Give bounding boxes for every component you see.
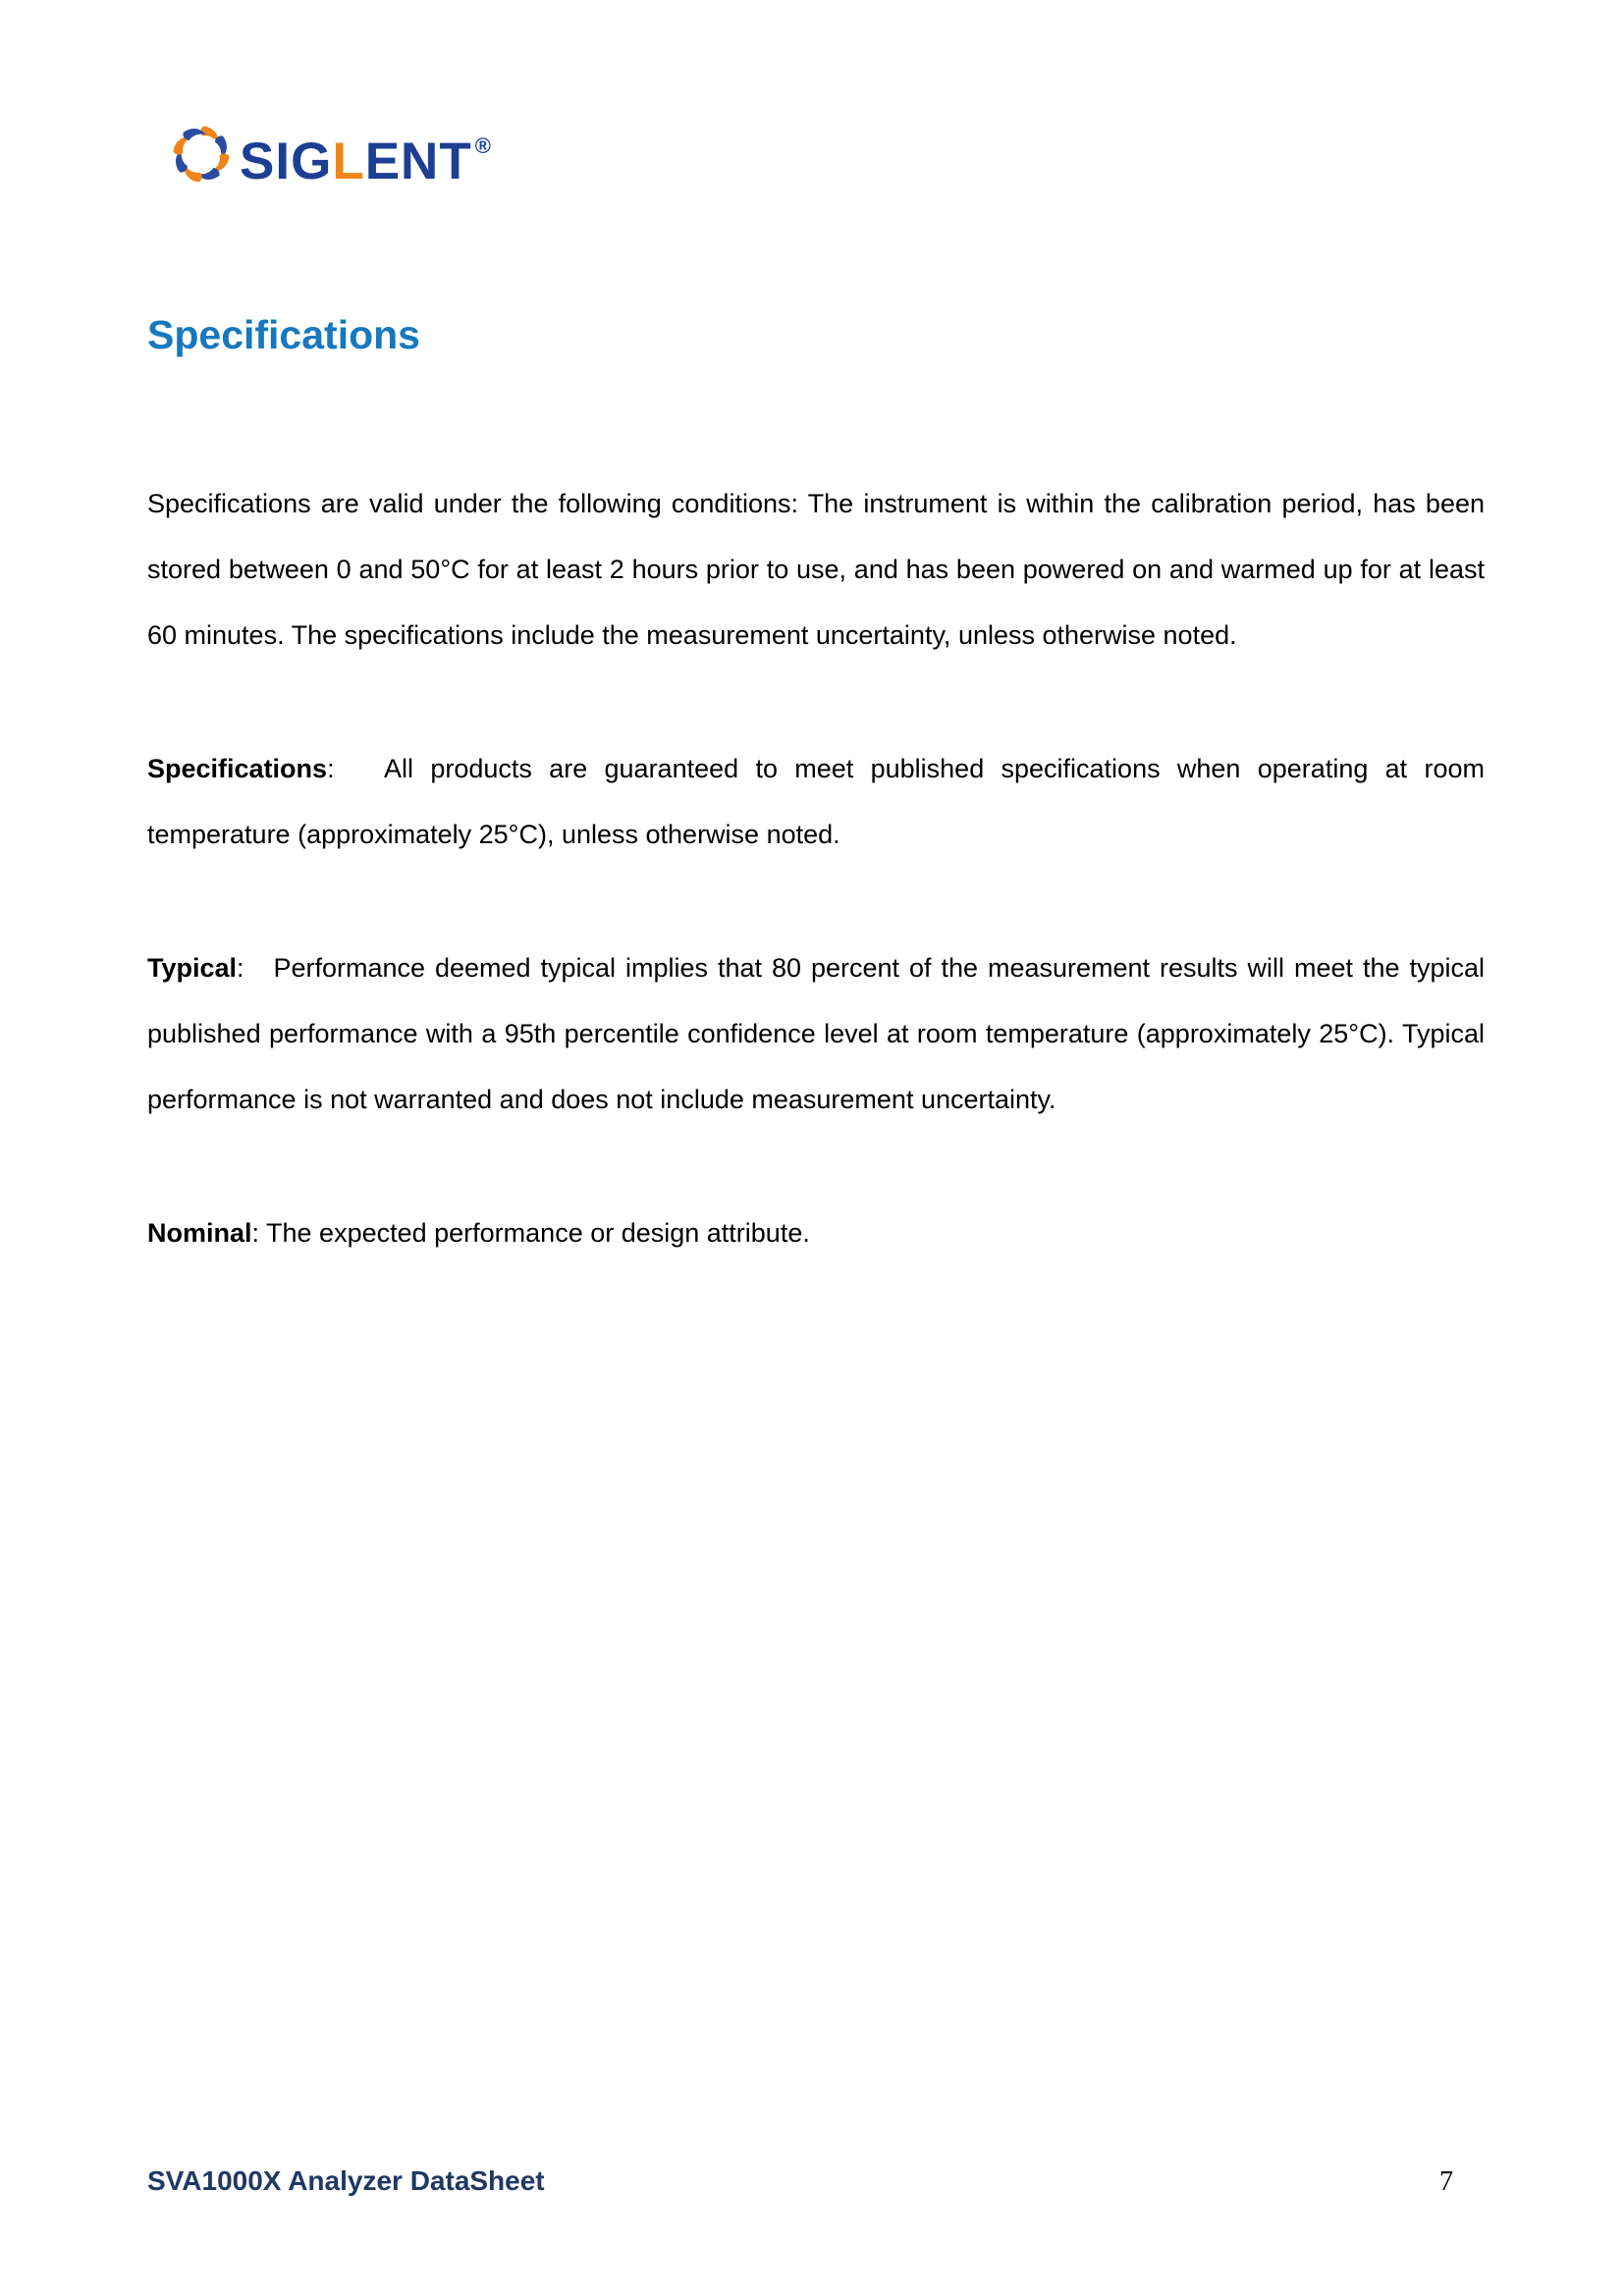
wordmark-segment: SIG bbox=[240, 133, 333, 190]
wordmark-segment-orange-l: L bbox=[332, 133, 365, 190]
paragraph-text: : All products are guaranteed to meet published specifications when operating at room temperature (approximately 25°C), unless otherwise noted. bbox=[147, 754, 1485, 849]
paragraph-lead: Specifications bbox=[147, 754, 328, 783]
siglent-pinwheel-icon bbox=[171, 124, 232, 185]
paragraph-conditions bbox=[147, 471, 1485, 668]
body-content bbox=[147, 471, 1485, 1266]
page-footer bbox=[147, 2165, 1477, 2198]
paragraph-text: : Performance deemed typical implies that 80 percent of the measurement results will meet the typical published performance with a 95th percentile confidence level at room temperature (approximately 25°C). Typical performance is not warranted and does not include measurement uncertainty. bbox=[147, 953, 1485, 1114]
footer-document-title: SVA1000X Analyzer DataSheet bbox=[147, 2165, 545, 2196]
paragraph-lead: Typical bbox=[147, 953, 238, 983]
siglent-logo bbox=[171, 116, 492, 192]
paragraph-specifications bbox=[147, 736, 1485, 868]
paragraph-nominal bbox=[147, 1201, 1485, 1266]
paragraph-lead: Nominal bbox=[147, 1218, 252, 1248]
page-title: Specifications bbox=[147, 312, 420, 357]
paragraph-text: : The expected performance or design attribute. bbox=[251, 1218, 810, 1248]
siglent-wordmark bbox=[240, 116, 492, 192]
footer-page-number: 7 bbox=[1439, 2166, 1453, 2197]
wordmark-segment: ENT bbox=[364, 133, 472, 190]
registered-trademark-icon: ® bbox=[474, 133, 492, 158]
paragraph-text: Specifications are valid under the following conditions: The instrument is within the calibration period, has been stored between 0 and 50°C for at least 2 hours prior to use, and has been powered on and warmed up for at least 60 minutes. The specifications include the measurement uncertainty, unless otherwise noted. bbox=[147, 489, 1485, 650]
paragraph-typical bbox=[147, 935, 1485, 1133]
